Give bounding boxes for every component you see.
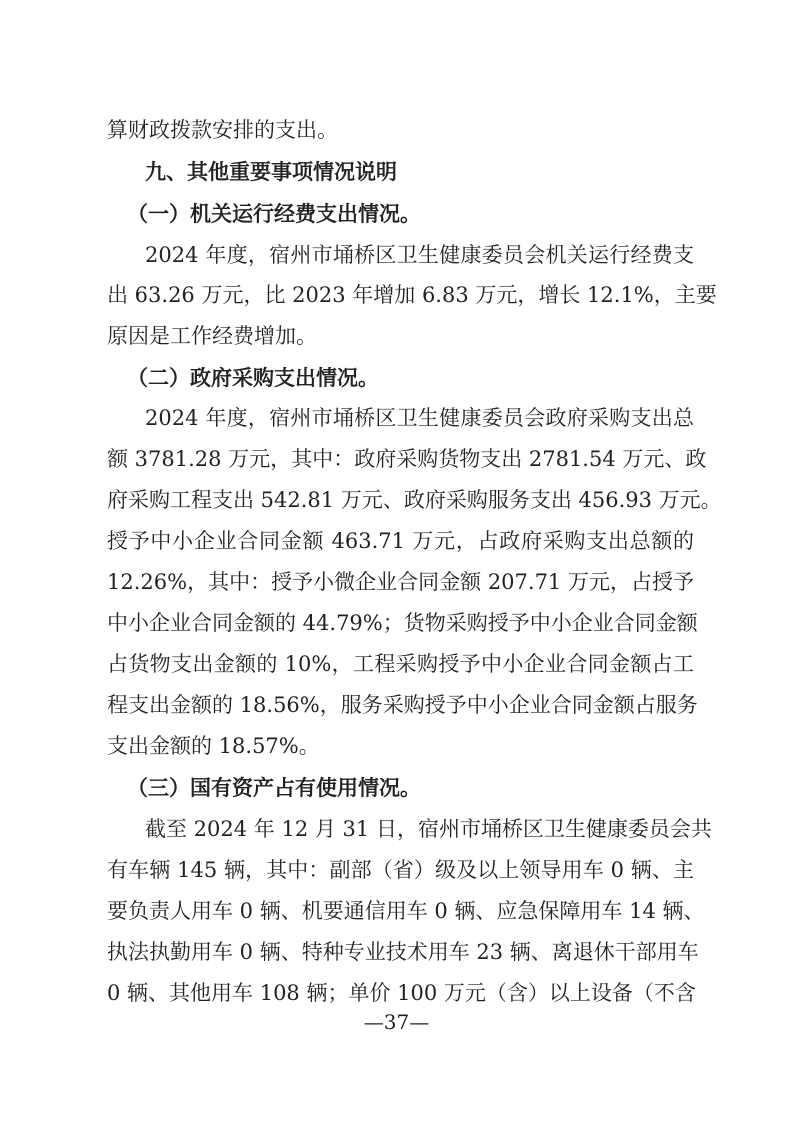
page-number: —37— <box>363 1010 430 1034</box>
subsection-heading-2: （二）政府采购支出情况。 <box>127 366 379 390</box>
section-heading-9: 九、其他重要事项情况说明 <box>145 160 397 184</box>
body-text-line: 有车辆 145 辆，其中：副部（省）级及以上领导用车 0 辆、主 <box>107 858 694 882</box>
body-text-line: 2024 年度，宿州市埇桥区卫生健康委员会政府采购支出总 <box>145 406 694 430</box>
body-text-line: 府采购工程支出 542.81 万元、政府采购服务支出 456.93 万元。 <box>107 488 722 512</box>
body-text-line: 执法执勤用车 0 辆、特种专业技术用车 23 辆、离退休干部用车 <box>107 940 699 964</box>
body-text-line: 截至 2024 年 12 月 31 日，宿州市埇桥区卫生健康委员会共 <box>145 817 712 841</box>
body-text-line: 程支出金额的 18.56%，服务采购授予中小企业合同金额占服务 <box>107 693 698 717</box>
subsection-heading-1: （一）机关运行经费支出情况。 <box>127 202 421 226</box>
body-text-line: 出 63.26 万元，比 2023 年增加 6.83 万元，增长 12.1%，主要 <box>107 283 717 307</box>
body-text-line: 额 3781.28 万元，其中：政府采购货物支出 2781.54 万元、政 <box>107 447 707 471</box>
body-text-line: 授予中小企业合同金额 463.71 万元，占政府采购支出总额的 <box>107 529 694 553</box>
subsection-heading-3: （三）国有资产占有使用情况。 <box>127 776 421 800</box>
body-text-line: 要负责人用车 0 辆、机要通信用车 0 辆、应急保障用车 14 辆、 <box>107 899 705 923</box>
body-text-line: 算财政拨款安排的支出。 <box>107 118 338 142</box>
body-text-line: 中小企业合同金额的 44.79%；货物采购授予中小企业合同金额 <box>107 611 698 635</box>
body-text-line: 2024 年度，宿州市埇桥区卫生健康委员会机关运行经费支 <box>145 243 694 267</box>
body-text-line: 占货物支出金额的 10%，工程采购授予中小企业合同金额占工 <box>107 652 694 676</box>
body-text-line: 12.26%，其中：授予小微企业合同金额 207.71 万元，占授予 <box>107 570 694 594</box>
body-text-line: 支出金额的 18.57%。 <box>107 734 320 758</box>
body-text-line: 0 辆、其他用车 108 辆；单价 100 万元（含）以上设备（不含 <box>107 981 696 1005</box>
body-text-line: 原因是工作经费增加。 <box>107 324 317 348</box>
